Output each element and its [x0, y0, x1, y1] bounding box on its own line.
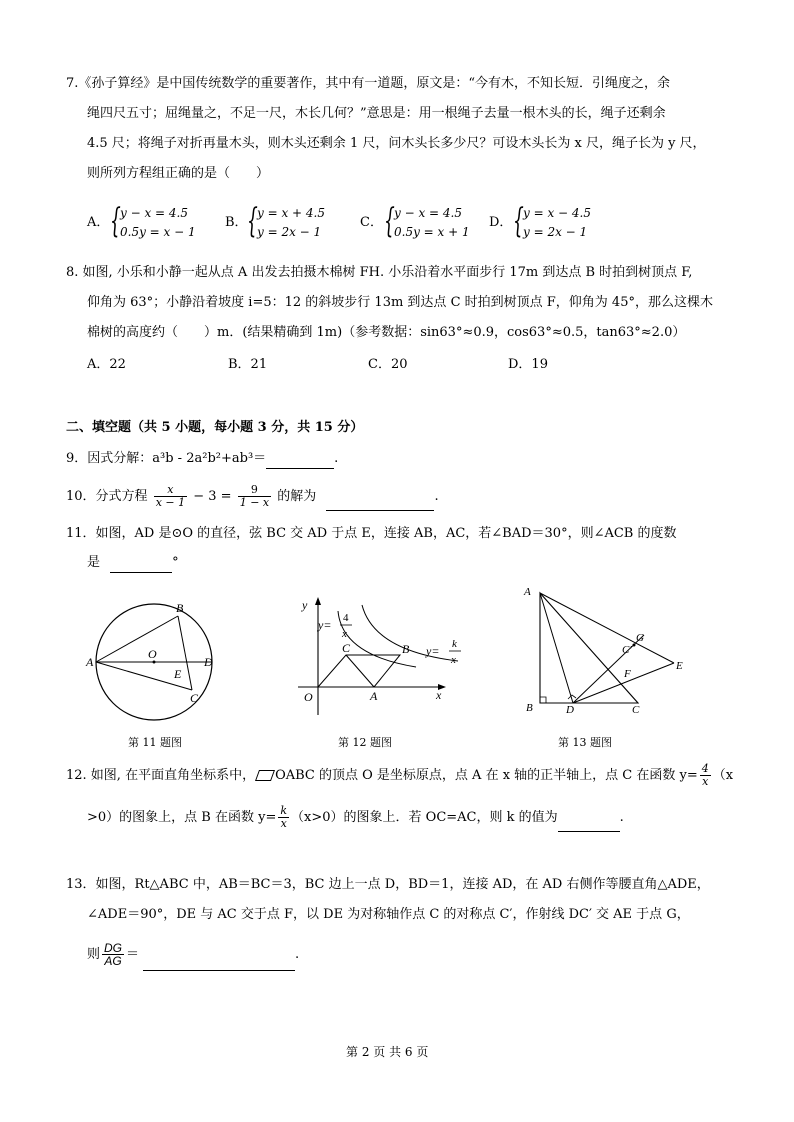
- f12-eq2-den: x: [451, 654, 456, 666]
- q13-equals: ＝: [126, 947, 140, 962]
- q12-fraction-2: [278, 805, 289, 830]
- q8-option-d: D．19: [508, 357, 548, 372]
- q13-fraction: [102, 942, 124, 967]
- q13-frac-den: AG: [104, 954, 122, 968]
- q13-prefix: 则: [87, 947, 101, 962]
- q7-option-b-label: B．: [225, 215, 248, 230]
- q12-fraction-1: [700, 763, 711, 788]
- q8-option-c: C．20: [368, 357, 408, 372]
- f13-label-b: B: [526, 702, 533, 714]
- q7-option-a-label: A．: [87, 215, 110, 230]
- q12-frac1-den: x: [702, 775, 709, 788]
- f13-segment-ae: [540, 593, 674, 663]
- q10-line: [66, 484, 439, 511]
- q10-frac2-den: 1 − x: [239, 496, 270, 509]
- q10-frac1-num: x: [154, 484, 187, 497]
- q7-line-2: 绳四尺五寸；屈绳量之，不足一尺，木长几何？”意思是：用一根绳子去量一根木头的长，绳子还剩余: [87, 106, 666, 121]
- figure-12: [296, 595, 476, 721]
- q8-line-1: 8. 如图, 小乐和小静一起从点 A 出发去拍摄木棉树 FH. 小乐沿着水平面步行 17m 到达点 B 时拍到树顶点 F,: [66, 265, 693, 280]
- figure-12-caption: 第 12 题图: [338, 736, 392, 749]
- q9-line: [66, 450, 338, 469]
- q7-line-1: 7.《孙子算经》是中国传统数学的重要著作，其中有一道题，原文是：“今有木，不知长短．引绳度之，余: [66, 76, 671, 91]
- q9-text: 9．因式分解：a³b - 2a²b²+ab³＝: [66, 451, 267, 466]
- q13-line-1: 13．如图，Rt△ABC 中，AB＝BC＝3，BC 边上一点 D，BD＝1，连接 AD，在 AD 右侧作等腰直角△ADE，: [66, 877, 710, 892]
- f12-label-y: y: [302, 598, 308, 612]
- q7-line-4: 则所列方程组正确的是（ ）: [87, 166, 270, 181]
- q7-option-b-eq1: y = x + 4.5: [257, 206, 325, 220]
- f12-label-o: O: [304, 690, 313, 704]
- q11-line-2: [87, 554, 179, 573]
- q10-suffix: 的解为: [277, 489, 317, 504]
- f12-label-a: A: [370, 689, 378, 703]
- q10-mid: − 3 =: [193, 489, 232, 504]
- f12-parallelogram: [318, 655, 400, 687]
- q9-tail: .: [334, 451, 339, 466]
- q10-frac2-num: 9: [238, 484, 271, 497]
- q13-answer-blank: [143, 940, 295, 971]
- q7-option-c-eq2: 0.5y = x + 1: [394, 225, 470, 239]
- q10-prefix: 10．分式方程: [66, 489, 148, 504]
- f12-eq2-lhs: y=: [426, 644, 440, 658]
- figure-11: [84, 598, 224, 726]
- q7-option-d-system: { y = x − 4.5 y = 2x − 1: [513, 201, 591, 241]
- q12-frac2-num: k: [280, 804, 288, 817]
- q7-option-d-eq1: y = x − 4.5: [523, 206, 591, 220]
- q7-option-c-system: { y − x = 4.5 0.5y = x + 1: [384, 201, 470, 241]
- q8-option-b: B．21: [228, 357, 268, 372]
- q7-option-d-label: D．: [489, 215, 513, 230]
- f13-label-c-prime: C′: [622, 644, 632, 656]
- f12-eq1-num: 4: [343, 612, 349, 624]
- q12-answer-blank: [558, 805, 620, 832]
- f13-label-d: D: [566, 704, 574, 716]
- q12-line-1: [66, 763, 733, 789]
- section-2-title: 二、填空题（共 5 小题，每小题 3 分，共 15 分）: [66, 420, 364, 435]
- q12-line-1a: 12. 如图, 在平面直角坐标系中，: [66, 768, 256, 783]
- q12-line-2: [87, 805, 624, 832]
- f11-label-d: D: [204, 655, 213, 669]
- parallelogram-symbol-icon: [255, 770, 275, 781]
- q7-option-c-label: C．: [360, 215, 383, 230]
- q8-line-2: 仰角为 63°；小静沿着坡度 i=5：12 的斜坡步行 13m 到达点 C 时拍到树顶点 F，仰角为 45°，那么这棵木: [87, 295, 713, 310]
- q7-option-b-eq2: y = 2x − 1: [257, 225, 322, 239]
- f12-eq1-den: x: [342, 628, 347, 640]
- q11-line-1: 11．如图，AD 是⊙O 的直径，弦 BC 交 AD 于点 E，连接 AB，AC，若∠BAD＝30°，则∠ACB 的度数: [66, 526, 677, 541]
- f11-label-e: E: [174, 667, 182, 681]
- page-footer: 第 2 页 共 6 页: [346, 1045, 429, 1059]
- q11-prefix: 是: [87, 555, 101, 570]
- f12-segment-ac: [346, 655, 374, 687]
- f13-label-c: C: [632, 704, 640, 716]
- f13-segment-ad: [540, 593, 573, 703]
- q7-option-a-eq2: 0.5y = x − 1: [120, 225, 196, 239]
- f12-y-arrow: [315, 597, 321, 605]
- q12-line-1c: （x: [712, 768, 734, 783]
- q12-line-2a: >0）的图象上，点 B 在函数 y=: [87, 810, 277, 825]
- q10-fraction-2: [238, 484, 271, 509]
- figure-13-caption: 第 13 题图: [558, 736, 612, 749]
- f11-label-a: A: [86, 655, 94, 669]
- q10-frac1-den: x − 1: [155, 496, 186, 509]
- f13-label-e: E: [676, 660, 683, 672]
- q13-line-3: [87, 940, 299, 971]
- q8-line-3: 棉树的高度约（ ）m．(结果精确到 1m)（参考数据：sin63°≈0.9，cos63°≈0.5，tan63°≈2.0）: [87, 325, 686, 340]
- q10-answer-blank: [326, 484, 434, 511]
- figure-13: [520, 583, 700, 719]
- f13-label-f: F: [624, 668, 631, 680]
- figure-11-caption: 第 11 题图: [128, 736, 182, 749]
- f13-label-g: G: [636, 632, 644, 644]
- f13-label-a: A: [524, 586, 531, 598]
- q11-tail: °: [172, 555, 179, 570]
- f13-right-angle-b: [540, 697, 546, 703]
- q7-line-3: 4.5 尺；将绳子对折再量木头，则木头还剩余 1 尺，问木头长多少尺？可设木头长为 x 尺，绳子长为 y 尺，: [87, 136, 706, 151]
- q7-option-a-system: { y − x = 4.5 0.5y = x − 1: [110, 201, 196, 241]
- q7-option-c-eq1: y − x = 4.5: [394, 206, 462, 220]
- q10-tail: .: [434, 489, 439, 504]
- q10-fraction-1: [154, 484, 187, 509]
- f11-label-b: B: [176, 601, 184, 615]
- f11-chord-ab: [96, 616, 178, 662]
- q12-frac2-den: x: [280, 817, 287, 830]
- f12-label-x: x: [436, 688, 442, 702]
- f11-label-o: O: [148, 647, 157, 661]
- q8-option-a: A．22: [87, 357, 126, 372]
- q7-option-a-eq1: y − x = 4.5: [120, 206, 188, 220]
- f12-curve-k-over-x: [362, 605, 458, 661]
- f12-label-c: C: [342, 641, 351, 655]
- q9-answer-blank: [266, 450, 334, 469]
- q7-option-b-system: { y = x + 4.5 y = 2x − 1: [247, 201, 325, 241]
- q12-frac1-num: 4: [701, 762, 709, 775]
- q12-tail: .: [619, 810, 624, 825]
- q11-answer-blank: [110, 554, 172, 573]
- q13-tail: .: [295, 947, 300, 962]
- f12-label-b: B: [402, 642, 410, 656]
- q7-option-d-eq2: y = 2x − 1: [523, 225, 588, 239]
- q12-line-1b: OABC 的顶点 O 是坐标原点，点 A 在 x 轴的正半轴上，点 C 在函数 y=: [275, 768, 698, 783]
- q13-line-2: ∠ADE＝90°，DE 与 AC 交于点 F，以 DE 为对称轴作点 C 的对称点 C′，作射线 DC′ 交 AE 于点 G，: [87, 907, 690, 922]
- f12-eq2-num: k: [452, 638, 457, 650]
- f11-label-c: C: [190, 691, 199, 705]
- q13-frac-num: DG: [104, 941, 123, 955]
- f12-eq1-lhs: y=: [318, 618, 332, 632]
- q12-line-2b: （x>0）的图象上．若 OC=AC，则 k 的值为: [291, 810, 558, 825]
